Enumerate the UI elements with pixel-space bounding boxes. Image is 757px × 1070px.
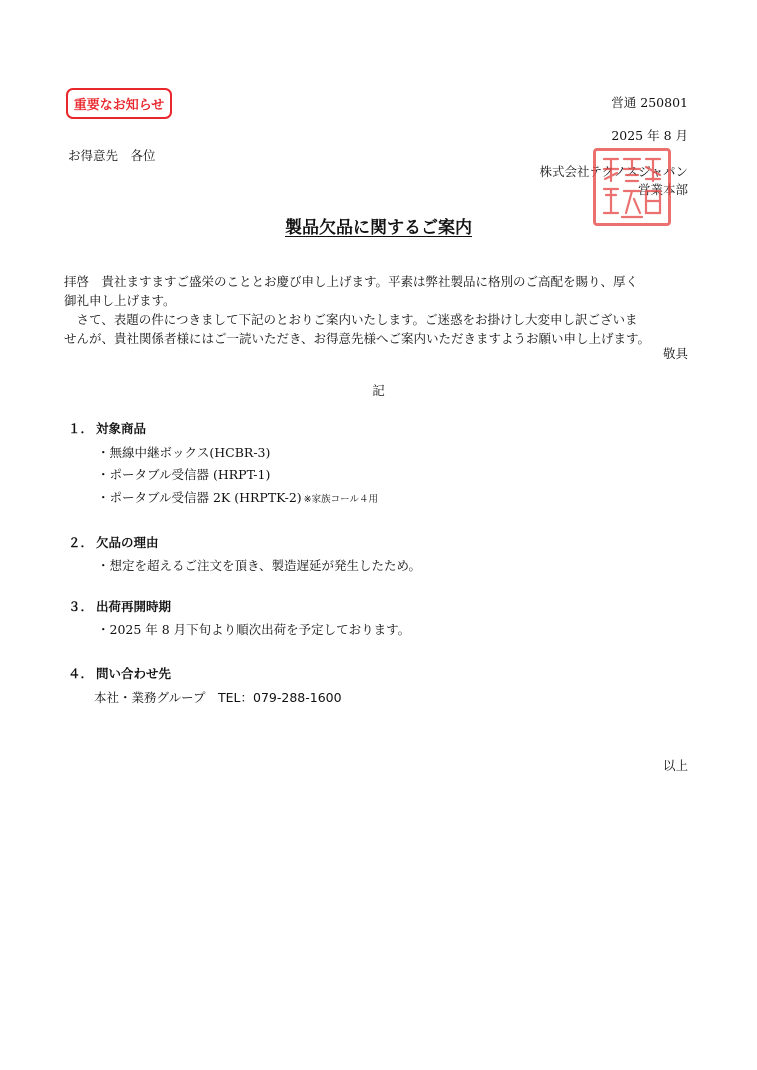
section-2-item-1: ・想定を超えるご注文を頂き、製造遅延が発生したため。 bbox=[97, 558, 422, 573]
section-1-item-2: ・ポータブル受信器 (HRPT-1) bbox=[97, 467, 271, 482]
greeting-paragraph bbox=[64, 272, 689, 348]
closing-keigu: 敬具 bbox=[662, 346, 688, 361]
section-2-heading: ２． 欠品の理由 bbox=[68, 535, 159, 550]
important-notice-badge: 重要なお知らせ bbox=[66, 88, 172, 119]
contact-info: 本社・業務グループ TEL：079-288-1600 bbox=[94, 690, 342, 705]
document-date: 2025 年 8 月 bbox=[611, 128, 688, 143]
document-number: 営通 250801 bbox=[611, 95, 688, 110]
recipient: お得意先 各位 bbox=[68, 148, 156, 163]
document-title: 製品欠品に関するご案内 bbox=[285, 218, 472, 238]
closing-ijou: 以上 bbox=[662, 758, 688, 773]
section-1-heading: １． 対象商品 bbox=[68, 421, 147, 436]
notice-line-2: せんが、貴社関係者様にはご一読いただき、お得意先様へご案内いただきますようお願い申し上げます。 bbox=[64, 331, 651, 346]
greeting-line-2: 御礼申し上げます。 bbox=[64, 293, 176, 308]
notice-line-1: さて、表題の件につきまして下記のとおりご案内いたします。ご迷惑をお掛けし大変申し訳ございま bbox=[64, 312, 638, 327]
section-1-item-3: ・ポータブル受信器 2K (HRPTK-2) ※家族コール４用 bbox=[97, 490, 378, 505]
family-call-note: ※家族コール４用 bbox=[303, 494, 378, 505]
section-3-heading: ３． 出荷再開時期 bbox=[68, 599, 172, 614]
ki-label: 記 bbox=[372, 383, 385, 398]
section-1-item-1: ・無線中継ボックス(HCBR-3) bbox=[97, 445, 271, 460]
department-name: 営業本部 bbox=[637, 182, 688, 197]
section-4-heading: ４． 問い合わせ先 bbox=[68, 666, 172, 681]
greeting-line-1: 拝啓 貴社ますますご盛栄のこととお慶び申し上げます。平素は弊社製品に格別のご高配を賜り、厚く bbox=[64, 274, 639, 289]
company-name: 株式会社テクノスジャパン bbox=[539, 164, 688, 179]
section-3-item-1: ・2025 年 8 月下旬より順次出荷を予定しております。 bbox=[97, 622, 411, 637]
